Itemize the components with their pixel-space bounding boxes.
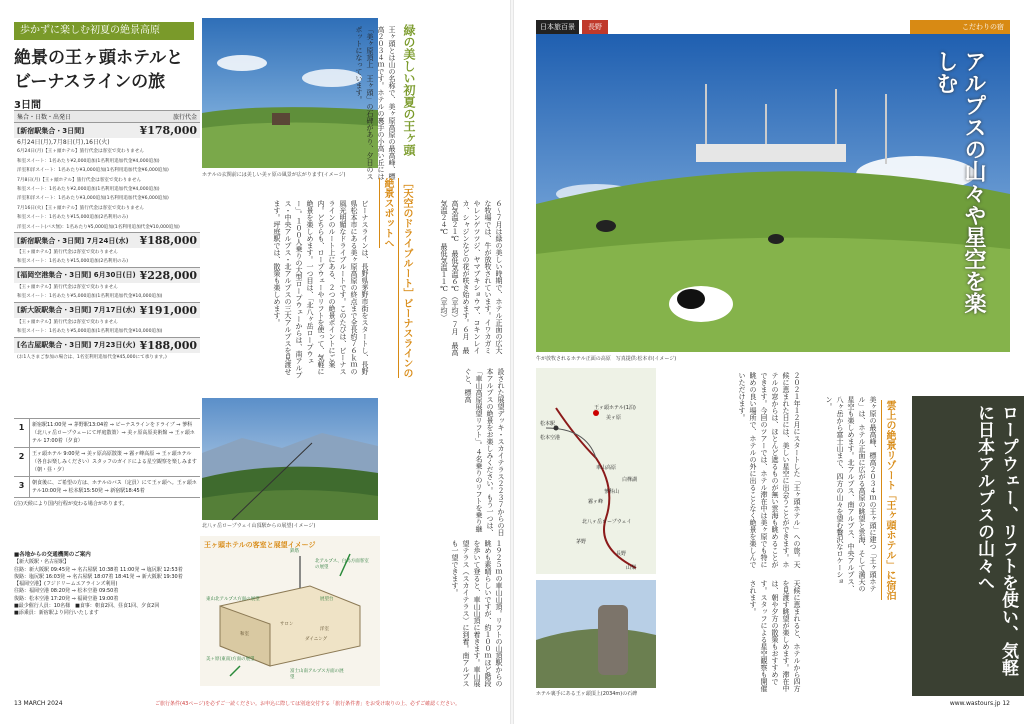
map-label: 美ヶ原 <box>606 415 622 421</box>
plan-label: [新宿駅集合・3日間] 7月24日(水) <box>17 236 129 245</box>
map-label: 松本空港 <box>540 435 561 441</box>
plan-note: 和室スイート：1名あたり¥2,000追加(1名利用追加代金¥4,000追加) <box>17 187 160 193</box>
price-plan-row <box>14 232 200 248</box>
itinerary-day-number: 3 <box>14 477 30 497</box>
hotel-meadow-photo <box>202 18 378 168</box>
plan-note: (お1人さまご参加の場合は、1名室利用追加代金¥45,000にて承ります。) <box>17 354 167 360</box>
map-label: 北八ヶ岳ロープウェイ <box>582 519 632 525</box>
left-page-number: 13 MARCH 2024 <box>14 700 63 707</box>
diagram-label: 展望台 <box>320 597 334 602</box>
diagram-label: 鉄塔 <box>290 549 299 554</box>
ropeway-view-photo <box>202 398 378 520</box>
access-line: 【福岡空港】(フジドリームエアラインズ利用) <box>14 581 118 588</box>
access-heading: ■各地からの交通機関のご案内 <box>14 552 91 558</box>
map-label: 長野 <box>616 551 627 557</box>
diagram-label: 美ヶ原(東南)方面の展望 <box>206 657 255 662</box>
plan-note: 洋室和洋スイート：1名あたり¥3,000追加(1名利用追加代金¥6,000追加) <box>17 196 169 202</box>
itinerary-rows <box>14 419 200 498</box>
plan-note: 和室スイート：1名あたり¥2,000追加(1名利用追加代金¥4,000追加) <box>17 158 160 164</box>
article-body-4: 設された展望デッキ・スカイテラス２２３７からの日本アルプスの絶景をお楽しみください。もう一つは、「車山高原展望リフト」。４名乗りのリフトを乗り継ぐと、標高 <box>464 368 505 536</box>
diagram-label: 富士山南アルプス方面の展望 <box>290 669 344 680</box>
itinerary-day-text: 王ヶ頭ホテル 9:00発 ⇒ 美ヶ原高原散策 ⇒ 霧ヶ峰高原 ⇒ 王ヶ頭ホテル（各自お楽しみください）スタッフのガイドによる星空観察を楽しみます（朝・昼・夕） <box>32 451 197 473</box>
itinerary-note: (注)天候により国内行程が変わる場合があります。 <box>14 501 128 507</box>
route-map <box>536 368 656 574</box>
diagram-label: ダイニング <box>305 637 328 642</box>
price-plan-row <box>14 337 200 353</box>
price-plan-list <box>14 122 200 362</box>
plan-label: [福岡空港集合・3日間] 6月30日(日) <box>17 271 136 280</box>
diagram-label: 洋室 <box>320 627 329 632</box>
map-label: 白樺湖 <box>622 477 638 483</box>
access-line: 【新大阪駅・名古屋駅】 <box>14 559 70 566</box>
article-column-1 <box>400 24 419 204</box>
right-body-2: 美ヶ原の最高峰、標高２０３４ｍの王ヶ頭に建つ「王ヶ頭ホテル」は、ホテル正面に広がる高原の眺望と雲海、そして満天の星空も楽しめます。北アルプス、南アルプス、中央アルプス、八ヶ岳から富士山まで、四方の山々を望む贅沢なロケーション。 <box>825 396 877 592</box>
itinerary-day-row <box>14 419 200 448</box>
price-plan-row <box>14 267 200 283</box>
plan-price: ¥191,000 <box>139 303 197 317</box>
itinerary-day-number: 2 <box>14 448 30 476</box>
article-heading-venusline <box>378 178 416 378</box>
map-label: 霧ヶ峰 <box>588 499 604 505</box>
right-body-3: 天候に恵まれると、ホテルから四方を見渡す眺望が楽しめます。滞在中は、朝や夕方の散策もおすすめです。スタッフによる星空観察も開催されます。 <box>749 580 801 692</box>
plan-note: 和室スイート：1名あたり¥5,000追加(1名利用追加代金¥10,000追加) <box>17 294 163 300</box>
price-plan-row <box>14 302 200 318</box>
plan-note: 洋室スイート(バス無)：1名あたり¥5,000追加(1名利用追加代金¥10,000追加) <box>17 224 180 230</box>
article-body-2: ６〜７月は緑の美しい時期で、ホテル正面の広大な牧場では、牛が放牧されています。イワカガミやレンゲツツジ、ヤマブキショウマ、コキンレイカ、シャジンなどの花が咲き始めます。６月 最高気温２１℃ 最低気温６℃（平均）７月 最高気温２４℃ 最低気温１１℃（平均） <box>440 200 503 356</box>
itinerary-table <box>14 418 200 509</box>
plan-note: 7月8日(月)【王ヶ頭ホテル】旅行代金は客室で変わりません <box>17 177 142 183</box>
stone-monument-photo <box>536 580 656 688</box>
price-table <box>14 110 200 362</box>
plan-price: ¥228,000 <box>139 268 197 282</box>
hero-title: アルプスの山々や星空を楽しむ <box>933 50 987 314</box>
map-label: 車山高原 <box>596 465 617 471</box>
access-line: ■添乗員：新宿駅より同行いたします <box>14 610 99 617</box>
plan-note: 【王ヶ頭ホテル】旅行代金は客室で変わりません <box>17 284 118 290</box>
map-label: 山梨 <box>626 565 637 571</box>
tour-title-line2: ビーナスラインの旅 <box>14 72 166 92</box>
article-body-3: ビーナスラインは、長野県茅野市街をスタートし、長野県松本市にある美ヶ原高原の終点まで全長約７６ｋｍの風光明媚なドライブルートです。このたびは、ビーナスラインのルート上にある、２つの絶景ポイントにご案内。どちらも、ロープウェーやリフトを使って、気軽に絶景を楽しめます。一つ目は、「北八ヶ岳ロープウェー」。１００人乗りの大型ロープウェーからは、南アルプス・中央アルプス・北アルプスの三大アルプスを見渡せます。坪庭駅では、散策も楽しめます。 <box>273 200 369 379</box>
plan-note: 6月24日(月)【王ヶ頭ホテル】旅行代金は客室で変わりません <box>17 149 144 155</box>
access-line: 往路：福岡空港 08:20発 ⇒ 松本空港 09:50着 <box>14 588 119 595</box>
map-label: 王ヶ頭ホテル(1泊) <box>594 405 636 411</box>
diagram-label: 和室 <box>240 632 249 637</box>
right-body-1: ２０２１年１２月にスタートした「王ヶ頭ホテル」への旅。天候に恵まれた日には、美しい星空に出会うことができます。ホテルの窓からは、ほとんど遮るものが無い雲海も眺めることができます。今回のツアーでは、ホテル滞在中は美ヶ原でも特に眺めの良い場所で、ホテルの外に出ることなく絶景を楽しんでいただけます。 <box>738 372 801 568</box>
tour-title-line1: 絶景の王ヶ頭ホテルと <box>14 48 184 68</box>
tour-title <box>14 46 199 94</box>
diagram-label: 北アルプス、白馬方面客室の展望 <box>315 559 369 570</box>
access-line: 復路：塩尻駅 16:03発 ⇒ 名古屋駅 18:07着 18:41発 ⇒ 新大阪駅 19:30着 <box>14 573 183 580</box>
meadow-photo-image <box>202 18 378 168</box>
map-label: 松本駅 <box>540 421 556 427</box>
plan-price: ¥188,000 <box>139 338 197 352</box>
access-line: ■最少催行人員：10名様 ■食事：朝食2回、昼食1回、夕食2回 <box>14 603 160 610</box>
diagram-label: サロン <box>280 622 294 627</box>
monument-photo-caption: ホテル裏手にある王ヶ頭頂上(2034m)の石碑 <box>536 691 638 697</box>
plan-price: ¥188,000 <box>139 234 197 248</box>
plan-label: [名古屋駅集合・3日間] 7月23日(火) <box>17 341 136 349</box>
monument-photo-image <box>536 580 656 688</box>
header-price: 旅行代金 <box>172 114 197 121</box>
plan-note: 和室スイート：1名あたり¥15,000追加(2名利用のみ) <box>17 259 129 265</box>
price-plan-row <box>14 122 200 138</box>
ropeway-title: ロープウェー、リフトを使い、気軽に日本アルプスの山々へ <box>974 404 1018 676</box>
route-map-image <box>536 368 656 574</box>
section-heading-ougatou: 緑の美しい初夏の王ヶ頭 <box>402 24 416 156</box>
itinerary-day-text: 新宿駅11:00発 ⇒ 茅野駅13:04着 ⇒ ビーナスラインをドライブ ⇒ 蓼科（北八ヶ岳ロープウェーにて坪庭散策）⇒ 美ヶ原高原美術館 ⇒ 王ヶ頭ホテル 17:00着（夕食） <box>32 422 195 444</box>
itinerary-day-row <box>14 448 200 477</box>
diagram-title: 王ヶ頭ホテルの客室と展望イメージ <box>204 541 316 549</box>
section-heading-venusline: ［天空のドライブルート］ビーナスラインの絶景スポットへ <box>379 178 412 378</box>
header-departure: 集合・日数・出発日 <box>17 114 72 121</box>
plan-note: 洋室和洋スイート：1名あたり¥3,000追加(1名利用追加代金¥6,000追加) <box>17 168 169 174</box>
plan-label: [新宿駅集合・3日間] <box>17 126 85 135</box>
series-tag: 日本旅百景 <box>536 20 579 34</box>
plan-note: 【王ヶ頭ホテル】旅行代金は客室で変わりません <box>17 250 118 256</box>
price-table-header <box>14 111 200 122</box>
section-heading-hotel: 雲上の絶景リゾート「王ヶ頭ホテル」に宿泊 <box>881 400 895 600</box>
article-body-1: 王ヶ頭とは山の名称で、美ヶ原高原の最高峰、標高２０３４ｍです。ホテルの裏手の小高い丘には「美ヶ原頂上 王ヶ頭」の石碑があり、夕日のスポットになっています。 <box>355 26 396 180</box>
hotel-room-diagram <box>200 536 380 686</box>
right-page-number: www.wastours.jp 12 <box>949 700 1010 707</box>
map-label: 蓼科山 <box>604 489 620 495</box>
tour-duration: 3日間 <box>14 100 41 111</box>
diagram-label: 東山北アルプス方面の展望 <box>206 597 260 602</box>
ropeway-photo-image <box>202 398 378 520</box>
hero-photo-caption: 牛が放牧されるホテル正面の高原 写真提供:松本市(イメージ) <box>536 356 677 362</box>
terms-notice: ご旅行条件(43ページ)を必ずご一読ください。お申込に際しては別途交付する「旅行条件書」をお受け取りの上、必ずご確認ください。 <box>155 701 461 707</box>
plan-dates: 6月24日(月),7月8日(月),16日(火) <box>17 139 110 146</box>
hotel-photo-caption: ホテルの玄関前には美しい美ヶ原の風景が広がります(イメージ) <box>202 172 346 178</box>
access-info <box>14 552 200 618</box>
plan-price: ¥178,000 <box>139 124 197 137</box>
access-line: 復路：松本空港 17:20発 ⇒ 福岡空港 19:00着 <box>14 595 119 602</box>
plan-note: 【王ヶ頭ホテル】旅行代金は客室で変わりません <box>17 319 118 325</box>
ropeway-photo-caption: 北八ヶ岳ロープウェイ山頂駅からの展望(イメージ) <box>202 523 316 529</box>
plan-note: 和室スイート：1名あたり¥15,000追加(2名利用のみ) <box>17 215 129 221</box>
itinerary-day-row <box>14 477 200 498</box>
plan-note: 7月16日(火)【王ヶ頭ホテル】旅行代金は客室で変わりません <box>17 205 144 211</box>
map-label: 茅野 <box>576 539 587 545</box>
corner-tag: こだわりの宿 <box>910 20 1010 34</box>
itinerary-day-text: 朝食後に、ご希望の方は、ホテルのバス（定員）にて王ヶ頭へ。王ヶ頭ホテル10:00発 ⇒ 松本駅15:50発 ⇒ 新宿駅18:45着 <box>32 480 197 494</box>
right-heading-hotel <box>880 400 899 690</box>
plan-note: 和室スイート：1名あたり¥5,000追加(1名利用追加代金¥10,000追加) <box>17 329 163 335</box>
plan-label: [新大阪駅集合・3日間] 7月17日(水) <box>17 306 136 315</box>
access-line: 往路：新大阪駅 09:45発 ⇒ 名古屋駅 10:38着 11:00発 ⇒ 塩尻駅 12:53着 <box>14 566 183 573</box>
right-page <box>512 0 1024 724</box>
access-lines <box>14 559 200 617</box>
article-body-5: １９２５ｍの車山山頂。リフトの山頂駅からの眺めも素晴らしいですが、約１００ｍほど階段を歩いて登ると、車山山頂に着きます。車山展望テラス（スカイテラス）に到着。南アルプスも一望できます。 <box>451 540 503 687</box>
itinerary-day-number: 1 <box>14 419 30 447</box>
region-tag: 長野 <box>582 20 608 34</box>
feature-banner: 歩かずに楽しむ初夏の絶景高原 <box>14 22 194 40</box>
